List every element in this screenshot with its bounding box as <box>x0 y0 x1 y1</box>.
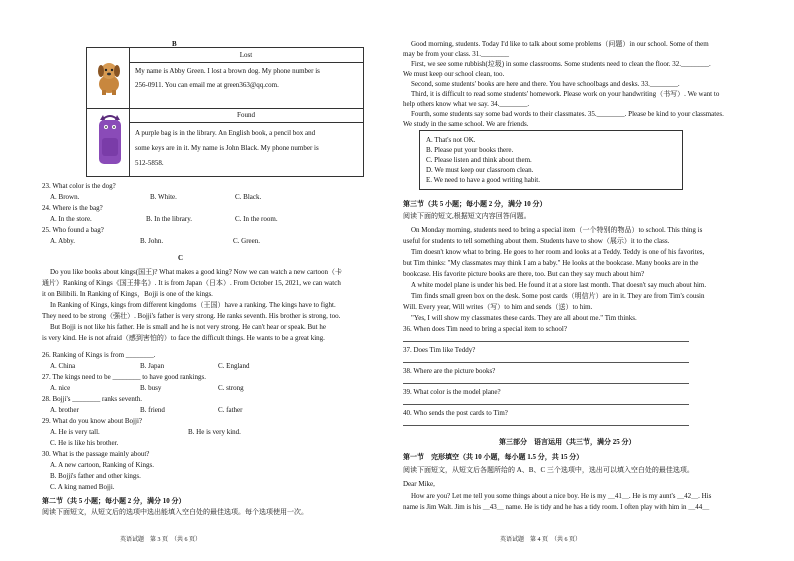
box-option-e: E. We need to have a good writing habit. <box>426 176 540 184</box>
question-36: 36. When does Tim need to bring a special item to school? <box>403 325 567 333</box>
q24-option-c: C. In the room. <box>235 215 278 223</box>
q24-option-a: A. In the store. <box>50 215 92 223</box>
q24-option-b: B. In the library. <box>146 215 193 223</box>
q30-option-b: B. Bojji's father and other kings. <box>50 472 141 480</box>
q29-option-b: B. He is very kind. <box>188 428 241 436</box>
q26-option-b: B. Japan <box>140 362 165 370</box>
question-39: 39. What color is the model plane? <box>403 388 501 396</box>
passage3-line: Tim doesn't know what to bring. He goes to her room and looks at a Teddy. Teddy is one of his favorites, <box>411 248 705 256</box>
q30: 30. What is the passage mainly about? <box>42 450 150 458</box>
passage-line: help others know what we say. 34.________. <box>403 100 530 108</box>
question-37: 37. Does Tim like Teddy? <box>403 346 476 354</box>
q27: 27. The kings need to be ________ to have good rankings. <box>42 373 206 381</box>
letter-line: How are you? Let me tell you some things about a nice boy. He is my ＿41＿. He is my aunt's ＿42＿. His <box>411 492 712 500</box>
q23-option-c: C. Black. <box>235 193 262 201</box>
passage-line: Fourth, some students say some bad words to their classmates. 35.________. Please be kind to your classmates. <box>411 110 724 118</box>
q28-option-b: B. friend <box>140 406 165 414</box>
section-2-instructions: 阅读下面短文，从短文后的选项中选出能填入空白处的最佳选项。每个选项使用一次。 <box>42 508 308 516</box>
answer-line-37[interactable] <box>403 362 689 363</box>
passage-line: We study in the same school. We are friends. <box>403 120 529 128</box>
q27-option-c: C. strong <box>218 384 244 392</box>
q29: 29. What do you know about Bojji? <box>42 417 142 425</box>
found-line-3: 512-5858. <box>135 159 164 167</box>
part-3-section-1-title: 第一节 完形填空（共 10 小题，每小题 1.5 分，共 15 分） <box>403 453 584 461</box>
answer-line-40[interactable] <box>403 425 689 426</box>
passage-c-line: 通片）Ranking of Kings《国王排名》. It is from Japan（日本）. From October 15, 2021, we can watch <box>42 279 341 287</box>
q29-option-a: A. He is very tall. <box>50 428 100 436</box>
passage-line: Good morning, students. Today I'd like to talk about some problems（问题）in our school. Some of them <box>411 40 709 48</box>
lost-line-2: 256-0911. You can email me at green363@qq.com. <box>135 81 279 89</box>
q25: 25. Who found a bag? <box>42 226 104 234</box>
found-header-text: Found <box>237 111 255 119</box>
table-hline <box>129 122 363 123</box>
passage-c-line: it on Bilibili. In Ranking of Kings，Bojji is one of the kings. <box>42 290 213 298</box>
passage-line: First, we see some rubbish(垃圾) in some classrooms. Some students need to clean the floor. 32.________. <box>411 60 711 68</box>
box-option-b: B. Please put your books there. <box>426 146 514 154</box>
found-line-2: some keys are in it. My name is John Black. My phone number is <box>135 144 319 152</box>
backpack-icon <box>97 112 123 166</box>
question-38: 38. Where are the picture books? <box>403 367 496 375</box>
lost-line-1: My name is Abby Green. I lost a brown dog. My phone number is <box>135 67 320 75</box>
part-3-title: 第三部分 语言运用（共三节，满分 25 分） <box>499 438 636 446</box>
box-option-d: D. We must keep our classroom clean. <box>426 166 534 174</box>
q30-option-a: A. A new cartoon, Ranking of Kings. <box>50 461 155 469</box>
passage-line: We must keep our school clean, too. <box>403 70 505 78</box>
answer-line-38[interactable] <box>403 383 689 384</box>
table-divider <box>129 48 130 176</box>
passage3-line: bookcase. His favorite picture books are there, too. But can they say much about him? <box>403 270 645 278</box>
passage-line: may be from your class. 31.________ <box>403 50 509 58</box>
q25-option-c: C. Green. <box>233 237 261 245</box>
passage3-line: useful for students to tell something about them. Students have to show（展示）it to the class. <box>403 237 670 245</box>
passage3-line: On Monday morning, students need to bring a special item（一个特别的物品）to school. This thing is <box>411 226 703 234</box>
passage3-line: Will. Every year, Will writes（写）to him and sends（送）to him. <box>403 303 593 311</box>
q24: 24. Where is the bag? <box>42 204 103 212</box>
table-hline <box>129 62 363 63</box>
section-b-title: B <box>172 40 177 48</box>
q25-option-a: A. Abby. <box>50 237 76 245</box>
passage-line: Second, some students' books are here and there. You have schoolbags and desks. 33.________. <box>411 80 680 88</box>
passage3-line: Tim finds small green box on the desk. Some post cards（明信片）are in it. They are from Tim's cousin <box>411 292 705 300</box>
q26: 26. Ranking of Kings is from ________. <box>42 351 156 359</box>
q28: 28. Bojji's ________ ranks seventh. <box>42 395 143 403</box>
passage-c-line: is very kind. He is not afraid（感到害怕的）to face the difficult things. He wants to be a great king. <box>42 334 325 342</box>
part-3-section-1-instructions: 阅读下面短文，从短文后各题所给的 A、B、C 三个选项中，选出可以填入空白处的最佳选项。 <box>403 466 694 474</box>
lost-header-text: Lost <box>239 51 253 59</box>
passage-c-line: Do you like books about kings(国王)? What makes a good king? Now we can watch a new cartoon（卡 <box>50 268 343 276</box>
passage3-line: "Yes, I will show my classmates these cards. They are all about me." Tim thinks. <box>411 314 637 322</box>
q30-option-c: C. A king named Bojji. <box>50 483 115 491</box>
q26-option-a: A. China <box>50 362 76 370</box>
q27-option-a: A. nice <box>50 384 71 392</box>
letter-line: name is Jim Walt. Jim is his ＿43＿ name. He is tidy and he has a tidy room. I often play with him in ＿44＿ <box>403 503 710 511</box>
box-option-a: A. That's not OK. <box>426 136 476 144</box>
q23: 23. What color is the dog? <box>42 182 116 190</box>
section-3-instructions: 阅读下面的短文,根据短文内容回答问题。 <box>403 212 531 220</box>
q29-option-c: C. He is like his brother. <box>50 439 119 447</box>
q25-option-b: B. John. <box>140 237 164 245</box>
letter-greeting: Dear Mike, <box>403 480 435 488</box>
q23-option-a: A. Brown. <box>50 193 80 201</box>
lost-found-table <box>86 47 364 177</box>
dog-icon <box>93 58 125 96</box>
q23-option-b: B. White. <box>150 193 177 201</box>
passage-line: Third, it is difficult to read some students' homework. Please work on your handwriting（书写）. We want to <box>411 90 720 98</box>
q28-option-c: C. father <box>218 406 243 414</box>
passage-c-line: In Ranking of Kings, kings from different kingdoms（王国）have a ranking. The kings have to fight. <box>50 301 336 309</box>
q28-option-a: A. brother <box>50 406 79 414</box>
passage-c-line: But Bojji is not like his father. He is small and he is not very strong. He can't hear or speak. But he <box>50 323 326 331</box>
q27-option-b: B. busy <box>140 384 162 392</box>
page-footer-right: 英语试题 第 4 页 （共 6 页） <box>500 537 582 543</box>
found-line-1: A purple bag is in the library. An English book, a pencil box and <box>135 129 316 137</box>
q26-option-c: C. England <box>218 362 250 370</box>
passage3-line: A white model plane is under his bed. He found it at a store last month. That doesn't say much about him. <box>411 281 707 289</box>
section-c-title: C <box>178 254 184 262</box>
section-2-title: 第二节（共 5 小题；每小题 2 分，满分 10 分） <box>42 497 186 505</box>
answer-line-36[interactable] <box>403 341 689 342</box>
passage-c-line: They need to be strong（强壮）. Bojji's father is very strong. He ranks seventh. His brother is strong, too. <box>42 312 341 320</box>
box-option-c: C. Please listen and think about them. <box>426 156 532 164</box>
options-box <box>419 130 683 190</box>
passage3-line: but Tim thinks: "My classmates may think I am a baby." He looks at the bookcase. Many books are in the <box>403 259 699 267</box>
section-3-title: 第三节（共 5 小题；每小题 2 分，满分 10 分） <box>403 200 547 208</box>
question-40: 40. Who sends the post cards to Tim? <box>403 409 508 417</box>
answer-line-39[interactable] <box>403 404 689 405</box>
page-footer-left: 英语试题 第 3 页 （共 6 页） <box>120 537 202 543</box>
